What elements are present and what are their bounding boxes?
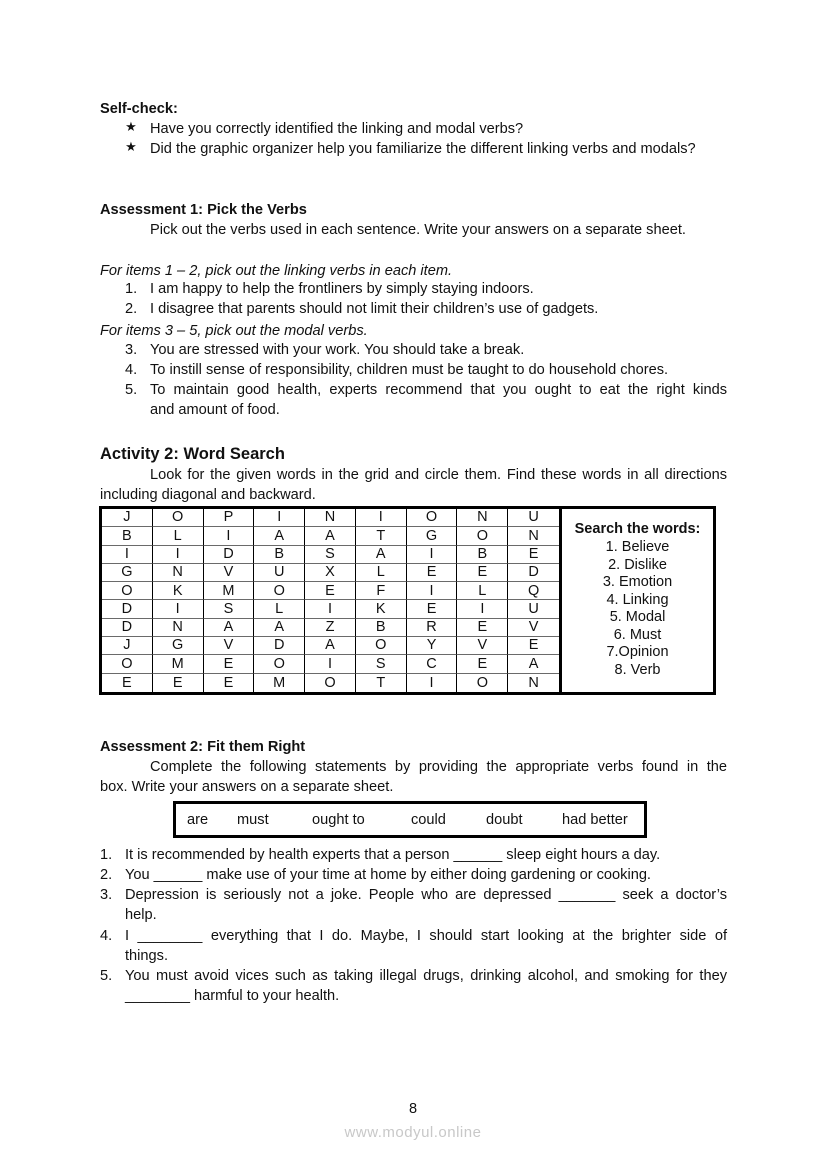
grid-cell: X (305, 564, 356, 582)
self-check-item-1: Have you correctly identified the linking and modal verbs? (150, 121, 524, 137)
grid-cell: N (508, 527, 559, 545)
grid-cell: K (356, 600, 407, 618)
grid-cell: O (102, 655, 153, 673)
grid-cell: E (508, 546, 559, 564)
search-word: 6. Must (613, 626, 662, 643)
grid-cell: D (102, 619, 153, 637)
grid-cell: I (305, 655, 356, 673)
assessment2-item-5-line2: ________ harmful to your health. (125, 988, 340, 1004)
grid-cell: G (102, 564, 153, 582)
search-word: 2. Dislike (608, 556, 667, 573)
grid-cell: Z (305, 619, 356, 637)
activity2-instruction-line2: including diagonal and backward. (100, 487, 316, 503)
search-word: 3. Emotion (602, 574, 673, 591)
grid-cell: O (356, 637, 407, 655)
assessment1-item-4: To instill sense of responsibility, children must be taught to do household chores. (150, 362, 669, 378)
assessment2-item-5-line1: You must avoid vices such as taking illegal drugs, drinking alcohol, and smoking for they (125, 968, 727, 984)
grid-cell: I (407, 674, 458, 692)
grid-cell: C (407, 655, 458, 673)
search-word: 1. Believe (605, 538, 670, 555)
item-number: 1. (100, 847, 113, 863)
grid-cell: Y (407, 637, 458, 655)
word-choice: ought to (312, 812, 365, 828)
grid-cell: E (407, 600, 458, 618)
assessment2-item-4-line2: things. (125, 948, 168, 964)
grid-cell: I (153, 600, 204, 618)
grid-cell: E (153, 674, 204, 692)
assessment2-item-1: It is recommended by health experts that a person ______ sleep eight hours a day. (125, 847, 661, 863)
grid-cell: U (508, 600, 559, 618)
grid-cell: A (254, 619, 305, 637)
grid-cell: I (102, 546, 153, 564)
grid-cell: Q (508, 582, 559, 600)
grid-cell: N (305, 509, 356, 527)
grid-cell: N (528, 674, 539, 691)
grid-cell: I (204, 527, 255, 545)
assessment1-item-5-line1: To maintain good health, experts recommend that you ought to eat the right kinds (150, 382, 727, 398)
grid-cell: O (153, 509, 204, 527)
item-number: 2. (100, 867, 113, 883)
grid-cell: O (254, 655, 305, 673)
item-number: 5. (125, 382, 138, 398)
grid-cell: D (254, 637, 305, 655)
activity2-instruction-line1: Look for the given words in the grid and circle them. Find these words in all directions (150, 467, 727, 483)
self-check-heading: Self-check: (100, 101, 178, 117)
grid-cell: S (204, 600, 255, 618)
search-word: 4. Linking (606, 591, 669, 608)
grid-cell: O (305, 674, 356, 692)
item-number: 1. (125, 281, 138, 297)
grid-cell: F (356, 582, 407, 600)
assessment1-group2-label: For items 3 – 5, pick out the modal verbs. (100, 323, 368, 339)
assessment2-instruction-line2: box. Write your answers on a separate sheet. (100, 779, 394, 795)
grid-cell: S (356, 655, 407, 673)
item-number: 4. (125, 362, 138, 378)
grid-cell: L (153, 527, 204, 545)
watermark: www.modyul.online (344, 1124, 482, 1141)
word-search-table (99, 506, 716, 695)
grid-cell: G (153, 637, 204, 655)
grid-cell: O (102, 582, 153, 600)
word-choice: doubt (486, 812, 523, 828)
search-word: 7.Opinion (606, 644, 669, 661)
grid-cell: E (457, 655, 508, 673)
assessment2-item-3-line2: help. (125, 907, 157, 923)
grid-cell: A (508, 655, 559, 673)
grid-cell: I (153, 546, 204, 564)
grid-cell: G (407, 527, 458, 545)
assessment2-item-4-line1: I ________ everything that I do. Maybe, I should start looking at the brighter side of (125, 928, 727, 944)
grid-cell: A (305, 527, 356, 545)
grid-cell: P (204, 509, 255, 527)
grid-cell: I (407, 546, 458, 564)
grid-cell: A (356, 546, 407, 564)
grid-cell: B (356, 619, 407, 637)
item-number: 5. (100, 968, 113, 984)
grid-cell: N (457, 509, 508, 527)
grid-cell: M (153, 655, 204, 673)
grid-cell: I (457, 600, 508, 618)
activity2-heading: Activity 2: Word Search (100, 445, 285, 463)
grid-cell: U (254, 564, 305, 582)
star-bullet-icon: ★ (125, 139, 137, 154)
grid-cell: A (204, 619, 255, 637)
star-bullet-icon: ★ (125, 119, 137, 134)
grid-cell: O (254, 582, 305, 600)
grid-cell: O (457, 674, 508, 692)
grid-cell: D (102, 600, 153, 618)
word-search-grid (102, 509, 562, 692)
word-choice: are (187, 812, 209, 828)
grid-cell: I (254, 509, 305, 527)
grid-cell: R (407, 619, 458, 637)
assessment2-instruction-line1: Complete the following statements by providing the appropriate verbs found in the (150, 759, 727, 775)
grid-cell: A (254, 527, 305, 545)
assessment2-item-2: You ______ make use of your time at home by either doing gardening or cooking. (125, 867, 651, 883)
grid-cell: N (153, 564, 204, 582)
grid-cell: M (204, 582, 255, 600)
grid-cell: B (102, 527, 153, 545)
grid-cell: E (204, 655, 255, 673)
grid-cell: E (407, 564, 458, 582)
grid-cell: E (508, 637, 559, 655)
word-choice: must (237, 812, 269, 828)
grid-cell: D (508, 564, 559, 582)
search-words-box (562, 509, 713, 692)
assessment2-heading: Assessment 2: Fit them Right (100, 739, 306, 755)
item-number: 2. (125, 301, 138, 317)
assessment1-item-5-line2: and amount of food. (150, 402, 280, 418)
item-number: 3. (100, 887, 113, 903)
grid-cell: J (102, 509, 153, 527)
grid-cell: E (457, 619, 508, 637)
grid-cell: J (102, 637, 153, 655)
search-words-title: Search the words: (574, 521, 701, 538)
grid-cell: V (508, 619, 559, 637)
assessment1-item-3: You are stressed with your work. You should take a break. (150, 342, 525, 358)
assessment1-heading: Assessment 1: Pick the Verbs (100, 202, 307, 218)
grid-cell: E (102, 674, 153, 692)
grid-cell: B (457, 546, 508, 564)
grid-cell: O (457, 527, 508, 545)
assessment1-instruction: Pick out the verbs used in each sentence. Write your answers on a separate sheet. (150, 222, 686, 238)
search-word: 8. Verb (614, 662, 661, 679)
grid-cell: L (254, 600, 305, 618)
grid-cell: L (457, 582, 508, 600)
grid-cell: E (457, 564, 508, 582)
grid-cell: V (457, 637, 508, 655)
grid-cell: T (356, 674, 407, 692)
word-choice: could (411, 812, 446, 828)
grid-cell: B (254, 546, 305, 564)
grid-cell: D (204, 546, 255, 564)
grid-cell: I (356, 509, 407, 527)
grid-cell: V (204, 564, 255, 582)
assessment1-group1-label: For items 1 – 2, pick out the linking verbs in each item. (100, 263, 453, 279)
grid-cell: V (204, 637, 255, 655)
assessment2-item-3-line1: Depression is seriously not a joke. People who are depressed _______ seek a doctor’s (125, 887, 727, 903)
grid-cell: A (305, 637, 356, 655)
item-number: 4. (100, 928, 113, 944)
search-word: 5. Modal (609, 609, 666, 626)
grid-cell: M (254, 674, 305, 692)
grid-cell: K (153, 582, 204, 600)
grid-cell: L (356, 564, 407, 582)
grid-cell: N (153, 619, 204, 637)
word-choice: had better (562, 812, 628, 828)
grid-cell: S (305, 546, 356, 564)
grid-cell: E (204, 674, 255, 692)
word-choice-box (173, 801, 647, 838)
assessment1-item-1: I am happy to help the frontliners by simply staying indoors. (150, 281, 534, 297)
item-number: 3. (125, 342, 138, 358)
assessment1-item-2: I disagree that parents should not limit their children’s use of gadgets. (150, 301, 599, 317)
grid-cell: E (305, 582, 356, 600)
grid-cell: O (407, 509, 458, 527)
self-check-item-2: Did the graphic organizer help you familiarize the different linking verbs and modals? (150, 141, 696, 157)
page-number: 8 (408, 1101, 418, 1117)
grid-cell: I (305, 600, 356, 618)
grid-cell: T (356, 527, 407, 545)
grid-cell: I (407, 582, 458, 600)
grid-cell: U (508, 509, 559, 527)
